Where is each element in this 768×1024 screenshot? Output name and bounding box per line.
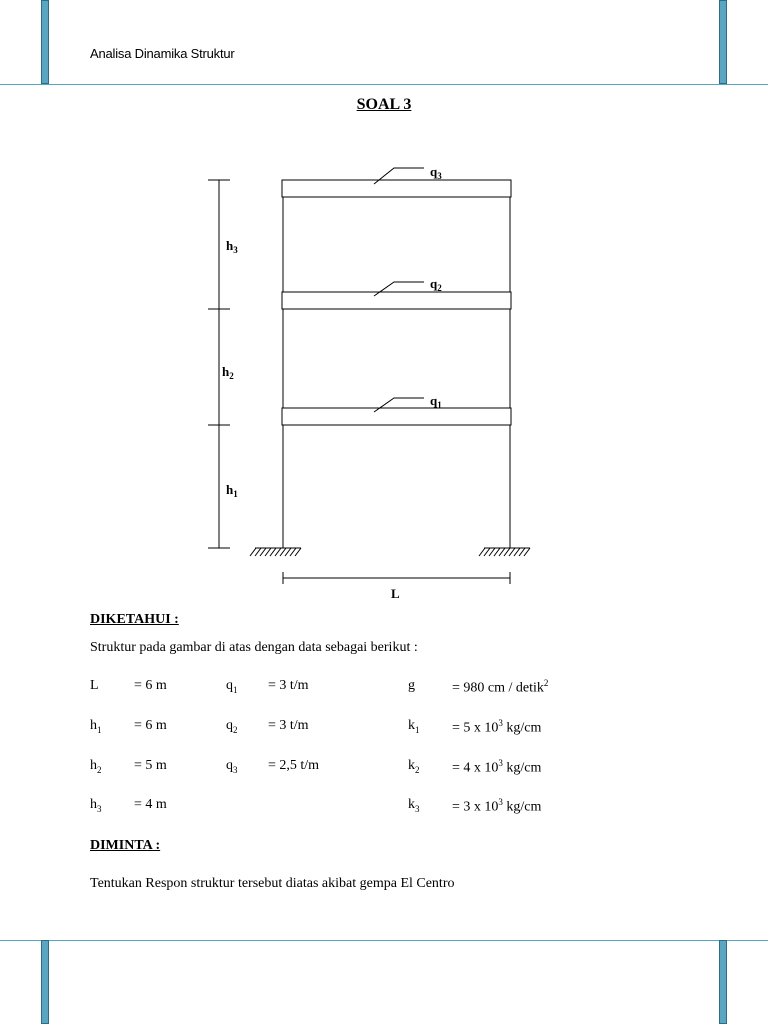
given-value-g: = 980 cm / detik$^2$	[452, 678, 549, 696]
given-heading: DIKETAHUI :	[90, 612, 179, 627]
given-value-q3: = 2,5 t/m	[268, 758, 320, 773]
given-symbol-q1: $q_1$	[226, 678, 238, 695]
asked-heading: DIMINTA :	[90, 838, 161, 853]
given-value-h1: = 6 m	[134, 718, 167, 733]
given-symbol-q2: $q_2$	[226, 718, 238, 735]
given-value-q1: = 3 t/m	[268, 678, 309, 693]
frame-diagram	[0, 150, 768, 610]
given-value-l: = 6 m	[134, 678, 167, 693]
header-title: Analisa Dinamika Struktur	[90, 46, 235, 61]
asked-text: Tentukan Respon struktur tersebut diatas akibat gempa El Centro	[90, 876, 455, 891]
given-value-k2: = 4 x $10^3$ kg/cm	[452, 758, 542, 776]
given-value-h2: = 5 m	[134, 758, 167, 773]
load-label-q2: $q_2$	[430, 276, 442, 293]
load-label-q3: $q_3$	[430, 164, 442, 181]
given-symbol-k1: $k_1$	[408, 718, 420, 735]
header-divider	[0, 84, 768, 85]
given-symbol-g: g	[408, 678, 415, 693]
bottom-right-margin-bar	[719, 940, 727, 1024]
given-value-k3: = 3 x $10^3$ kg/cm	[452, 797, 542, 815]
right-support-hatch	[479, 548, 530, 556]
height-label-h2: $h_2$	[222, 364, 234, 381]
top-right-margin-bar	[719, 0, 727, 84]
given-symbol-q3: $q_3$	[226, 758, 238, 775]
bottom-left-margin-bar	[41, 940, 49, 1024]
given-symbol-l: L	[90, 678, 99, 693]
given-symbol-h1: $h_1$	[90, 718, 102, 735]
problem-title: SOAL 3	[356, 96, 412, 113]
beam-2	[282, 292, 511, 309]
given-value-h3: = 4 m	[134, 797, 167, 812]
given-symbol-k3: $k_3$	[408, 797, 420, 814]
height-label-h1: $h_1$	[226, 482, 238, 499]
given-symbol-h2: $h_2$	[90, 758, 102, 775]
beam-3	[282, 180, 511, 197]
given-intro: Struktur pada gambar di atas dengan data sebagai berikut :	[90, 640, 418, 655]
given-value-q2: = 3 t/m	[268, 718, 309, 733]
left-support-hatch	[250, 548, 301, 556]
given-value-k1: = 5 x $10^3$ kg/cm	[452, 718, 542, 736]
beam-1	[282, 408, 511, 425]
footer-divider	[0, 940, 768, 941]
top-left-margin-bar	[41, 0, 49, 84]
span-label: L	[391, 586, 400, 601]
height-label-h3: $h_3$	[226, 238, 238, 255]
load-label-q1: $q_1$	[430, 393, 442, 410]
given-symbol-k2: $k_2$	[408, 758, 420, 775]
given-symbol-h3: $h_3$	[90, 797, 102, 814]
